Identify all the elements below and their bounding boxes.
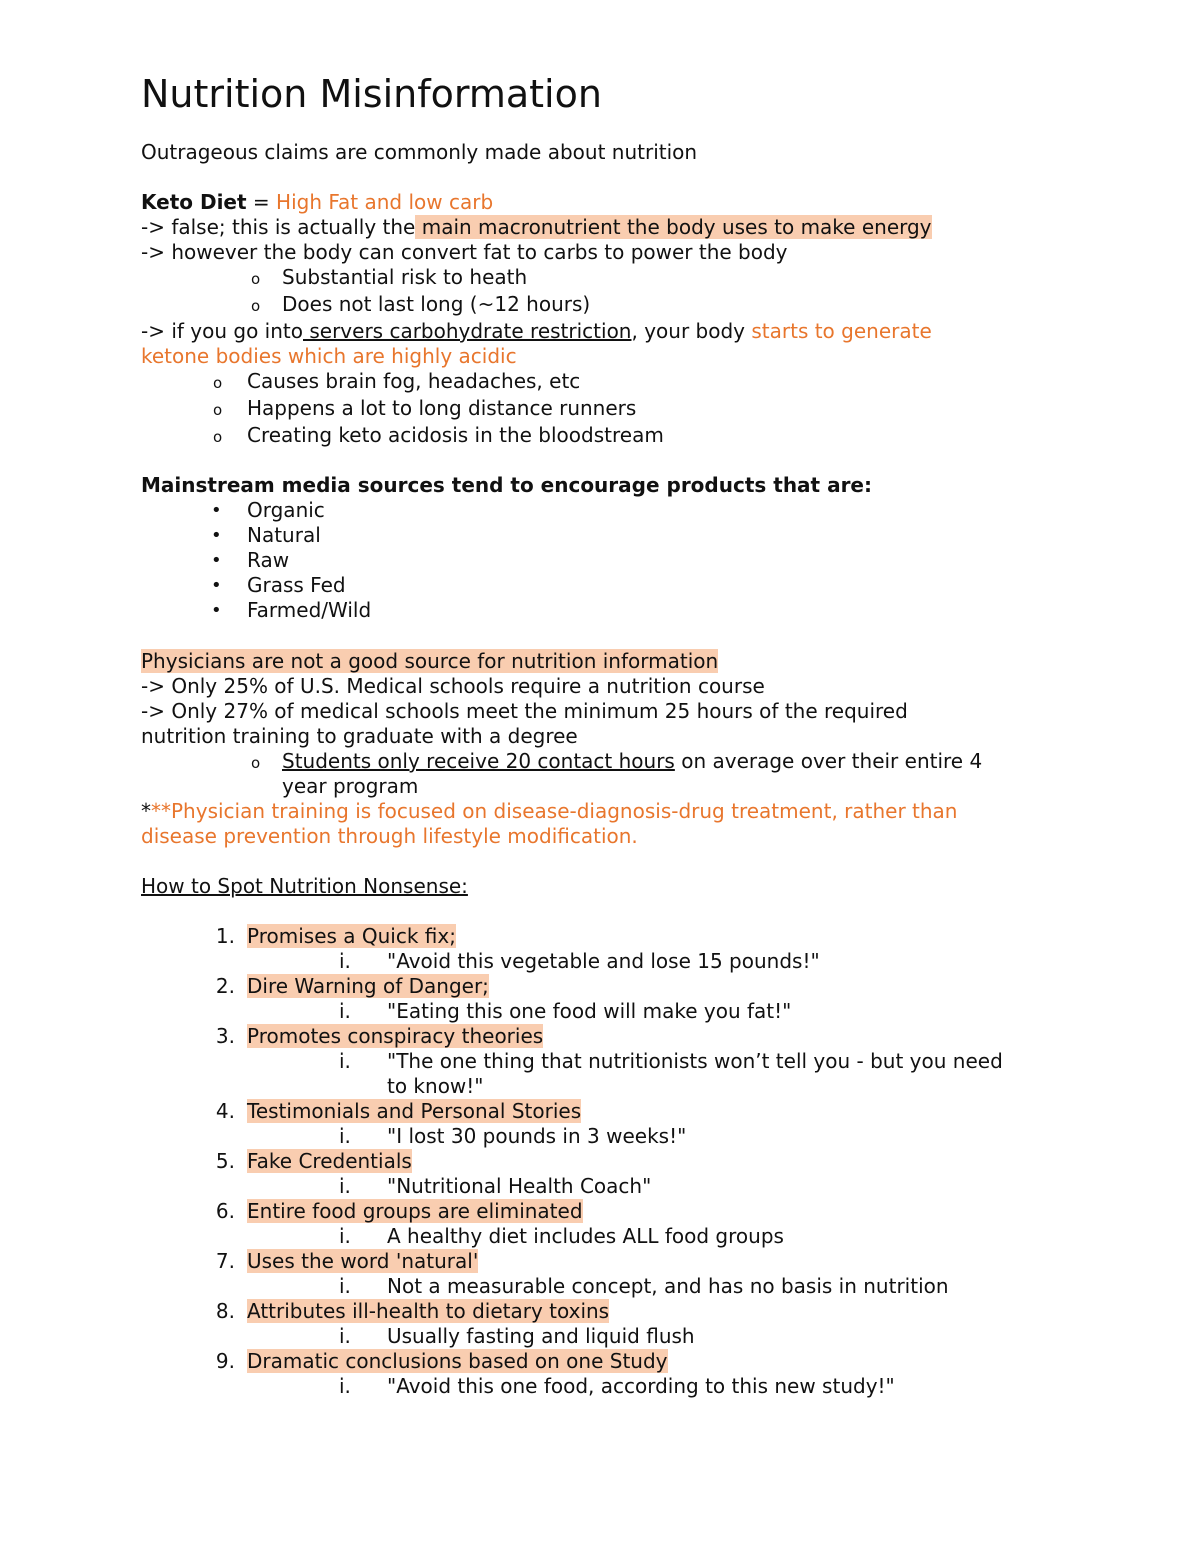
spot-item (141, 974, 1061, 999)
keto-label: Keto Diet (141, 190, 247, 214)
spot-item-roman: i. (339, 999, 351, 1023)
spot-item (141, 924, 1061, 949)
intro-text: Outrageous claims are commonly made about nutrition (141, 140, 698, 164)
media-heading: Mainstream media sources tend to encourage products that are: (141, 473, 872, 497)
spot-item-roman: i. (339, 1224, 351, 1248)
spot-item-example-text: "Avoid this vegetable and lose 15 pounds!" (387, 949, 820, 973)
keto-sub2-text: Creating keto acidosis in the bloodstream (247, 423, 664, 447)
spot-item-number: 4. (215, 1099, 235, 1123)
spot-item-label: Attributes ill-health to dietary toxins (247, 1299, 610, 1323)
physicians-note-text: **Physician training is focused on disease-diagnosis-drug treatment, rather than (151, 799, 958, 823)
spot-item-number: 9. (215, 1349, 235, 1373)
media-item-text: Grass Fed (247, 573, 346, 597)
keto-l3-orange: starts to generate (751, 319, 932, 343)
spot-item-number: 2. (215, 974, 235, 998)
spot-item-label: Promises a Quick fix; (247, 924, 456, 948)
media-item (141, 573, 1061, 598)
spot-item-roman: i. (339, 1124, 351, 1148)
keto-l1-highlight: main macronutrient the body uses to make energy (415, 215, 932, 239)
physicians-line-1: -> Only 25% of U.S. Medical schools require a nutrition course (141, 674, 765, 698)
bullet-icon: • (211, 500, 222, 521)
bullet-icon: • (211, 550, 222, 571)
spot-item (141, 1349, 1061, 1374)
physicians-line-2-cont: nutrition training to graduate with a degree (141, 724, 578, 748)
spot-item-example-text: to know!" (387, 1074, 484, 1098)
spot-item-example-text: "The one thing that nutritionists won’t tell you - but you need (387, 1049, 1003, 1073)
physicians-sub-cont: year program (282, 774, 419, 798)
spot-item-number: 3. (215, 1024, 235, 1048)
keto-l1-text: -> false; this is actually the (141, 215, 416, 239)
spot-item-example-text: "I lost 30 pounds in 3 weeks!" (387, 1124, 687, 1148)
physicians-heading-text: Physicians are not a good source for nutrition information (141, 649, 719, 673)
media-item (141, 548, 1061, 573)
spot-item-example (141, 1224, 1061, 1249)
keto-l3-underline: servers carbohydrate restriction (303, 319, 632, 343)
physicians-sub-item (141, 749, 1061, 774)
document-page (141, 70, 1061, 1399)
media-item (141, 598, 1061, 623)
spot-item-example-text: Usually fasting and liquid flush (387, 1324, 695, 1348)
spot-item (141, 1149, 1061, 1174)
spot-item-label: Promotes conspiracy theories (247, 1024, 544, 1048)
spot-item-label: Dramatic conclusions based on one Study (247, 1349, 668, 1373)
spot-item-example (141, 999, 1061, 1024)
spot-item-label: Dire Warning of Danger; (247, 974, 489, 998)
spot-list (141, 924, 1061, 1399)
spot-item (141, 1249, 1061, 1274)
spot-item-example-text: A healthy diet includes ALL food groups (387, 1224, 784, 1248)
bullet-icon: • (211, 575, 222, 596)
keto-sub1-text: Does not last long (~12 hours) (282, 292, 591, 316)
physicians-note (141, 799, 1061, 824)
keto-l3-a: -> if you go into (141, 319, 303, 343)
keto-sub2-text: Happens a lot to long distance runners (247, 396, 637, 420)
spot-item-example (141, 1049, 1061, 1074)
keto-l3-c: , your body (631, 319, 752, 343)
spot-item-example (141, 1374, 1061, 1399)
physicians-line-2: -> Only 27% of medical schools meet the minimum 25 hours of the required (141, 699, 908, 723)
spot-item-label: Entire food groups are eliminated (247, 1199, 583, 1223)
circle-bullet-icon: o (213, 428, 223, 446)
spot-item-label: Uses the word 'natural' (247, 1249, 479, 1273)
circle-bullet-icon: o (251, 297, 261, 315)
bullet-icon: • (211, 600, 222, 621)
spot-item-roman: i. (339, 1174, 351, 1198)
note-star: * (141, 799, 151, 823)
spot-item-example-text: "Eating this one food will make you fat!" (387, 999, 792, 1023)
circle-bullet-icon: o (213, 401, 223, 419)
keto-eq: = (246, 190, 277, 214)
spot-item-example-text: "Nutritional Health Coach" (387, 1174, 652, 1198)
spot-heading: How to Spot Nutrition Nonsense: (141, 874, 468, 898)
keto-sub2-item (141, 369, 1061, 394)
keto-sub1-text: Substantial risk to heath (282, 265, 528, 289)
spot-item-roman: i. (339, 1274, 351, 1298)
spot-item-label: Testimonials and Personal Stories (247, 1099, 582, 1123)
spot-item-roman: i. (339, 949, 351, 973)
physicians-sub-underline: Students only receive 20 contact hours (282, 749, 675, 773)
page-title: Nutrition Misinformation (141, 72, 602, 116)
spot-item-number: 5. (215, 1149, 235, 1173)
spot-item-example (141, 1174, 1061, 1199)
keto-sub1-item (141, 292, 1061, 317)
media-item-text: Raw (247, 548, 290, 572)
media-item-text: Natural (247, 523, 321, 547)
media-item (141, 523, 1061, 548)
spot-item-example-cont (141, 1074, 1061, 1099)
spot-item-example (141, 1274, 1061, 1299)
circle-bullet-icon: o (251, 270, 261, 288)
spot-item-label: Fake Credentials (247, 1149, 412, 1173)
spot-item-number: 8. (215, 1299, 235, 1323)
keto-line-2: -> however the body can convert fat to carbs to power the body (141, 240, 788, 264)
keto-sub1-item (141, 265, 1061, 290)
spot-item-number: 7. (215, 1249, 235, 1273)
circle-bullet-icon: o (213, 374, 223, 392)
media-item (141, 498, 1061, 523)
spot-item-example (141, 949, 1061, 974)
media-item-text: Organic (247, 498, 325, 522)
circle-bullet-icon: o (251, 754, 261, 772)
keto-line-3 (141, 319, 1061, 344)
spot-item-example (141, 1324, 1061, 1349)
bullet-icon: • (211, 525, 222, 546)
physicians-note-cont: disease prevention through lifestyle modification. (141, 824, 638, 848)
spot-item-roman: i. (339, 1324, 351, 1348)
keto-line (141, 190, 1061, 215)
spot-item-roman: i. (339, 1374, 351, 1398)
spot-item (141, 1299, 1061, 1324)
spot-item-number: 1. (215, 924, 235, 948)
keto-sub2-text: Causes brain fog, headaches, etc (247, 369, 581, 393)
spot-item (141, 1099, 1061, 1124)
keto-line-3-cont: ketone bodies which are highly acidic (141, 344, 517, 368)
spot-item-example-text: "Avoid this one food, according to this new study!" (387, 1374, 895, 1398)
keto-claim: High Fat and low carb (276, 190, 494, 214)
keto-sub2-item (141, 423, 1061, 448)
spot-item-example-text: Not a measurable concept, and has no basis in nutrition (387, 1274, 949, 1298)
spot-item-roman: i. (339, 1049, 351, 1073)
spot-item-number: 6. (215, 1199, 235, 1223)
keto-sub2-item (141, 396, 1061, 421)
keto-line-1 (141, 215, 1061, 240)
physicians-sub-rest: on average over their entire 4 (674, 749, 983, 773)
spot-item (141, 1024, 1061, 1049)
spot-item-example (141, 1124, 1061, 1149)
media-item-text: Farmed/Wild (247, 598, 372, 622)
physicians-heading (141, 649, 1061, 674)
spot-item (141, 1199, 1061, 1224)
